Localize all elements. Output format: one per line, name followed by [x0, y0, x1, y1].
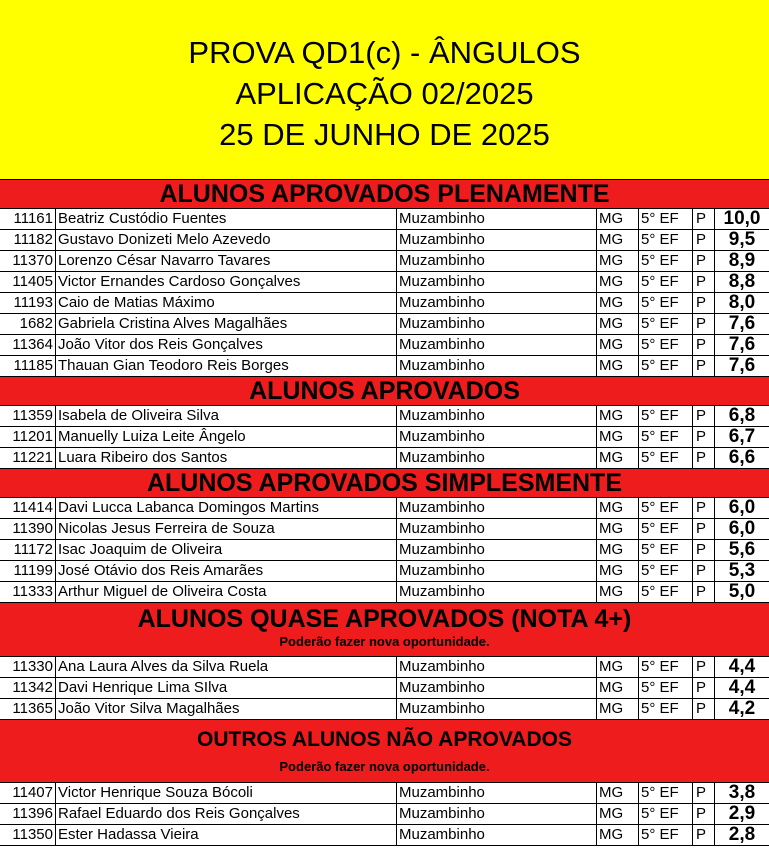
student-id: 11405 [0, 272, 56, 292]
student-id: 11201 [0, 427, 56, 447]
student-grade: 5° EF [639, 783, 693, 803]
table-row [0, 251, 769, 272]
student-status: P [693, 783, 715, 803]
student-id: 11193 [0, 293, 56, 313]
student-score: 4,2 [728, 699, 756, 719]
table-row [0, 678, 769, 699]
student-score: 7,6 [728, 356, 756, 376]
student-grade: 5° EF [639, 540, 693, 560]
student-id: 11390 [0, 519, 56, 539]
student-id: 11342 [0, 678, 56, 698]
student-city: Muzambinho [397, 804, 597, 824]
student-state: MG [597, 699, 639, 719]
student-id: 11161 [0, 209, 56, 229]
table-row [0, 519, 769, 540]
student-id: 11182 [0, 230, 56, 250]
student-id: 11350 [0, 825, 56, 845]
section-header [0, 603, 769, 657]
student-grade: 5° EF [639, 582, 693, 602]
student-state: MG [597, 427, 639, 447]
student-score: 9,5 [728, 230, 756, 250]
student-score: 5,6 [728, 540, 756, 560]
student-grade: 5° EF [639, 335, 693, 355]
student-state: MG [597, 230, 639, 250]
title-line-1: PROVA QD1(c) - ÂNGULOS [188, 35, 581, 70]
student-name: Rafael Eduardo dos Reis Gonçalves [56, 804, 397, 824]
student-grade: 5° EF [639, 209, 693, 229]
table-row [0, 356, 769, 377]
student-status: P [693, 448, 715, 468]
student-city: Muzambinho [397, 427, 597, 447]
student-status: P [693, 582, 715, 602]
student-city: Muzambinho [397, 783, 597, 803]
table-row [0, 657, 769, 678]
student-state: MG [597, 448, 639, 468]
student-score: 4,4 [728, 657, 756, 677]
student-name: Thauan Gian Teodoro Reis Borges [56, 356, 397, 376]
table-row [0, 406, 769, 427]
student-id: 11407 [0, 783, 56, 803]
section-title: ALUNOS APROVADOS SIMPLESMENTE [146, 469, 623, 497]
section-header [0, 377, 769, 406]
title-banner [0, 0, 769, 180]
student-city: Muzambinho [397, 314, 597, 334]
student-id: 11396 [0, 804, 56, 824]
student-state: MG [597, 335, 639, 355]
section-title: ALUNOS QUASE APROVADOS (NOTA 4+) [137, 605, 632, 633]
table-row [0, 498, 769, 519]
student-id: 11172 [0, 540, 56, 560]
student-grade: 5° EF [639, 272, 693, 292]
table-row [0, 335, 769, 356]
student-state: MG [597, 251, 639, 271]
student-state: MG [597, 582, 639, 602]
table-row [0, 209, 769, 230]
student-status: P [693, 314, 715, 334]
section-title: OUTROS ALUNOS NÃO APROVADOS [197, 728, 572, 751]
student-state: MG [597, 293, 639, 313]
student-grade: 5° EF [639, 251, 693, 271]
title-line-3: 25 DE JUNHO DE 2025 [219, 117, 550, 152]
student-score: 8,9 [728, 251, 756, 271]
student-grade: 5° EF [639, 657, 693, 677]
table-row [0, 540, 769, 561]
student-status: P [693, 699, 715, 719]
student-status: P [693, 230, 715, 250]
student-grade: 5° EF [639, 314, 693, 334]
student-name: Davi Lucca Labanca Domingos Martins [56, 498, 397, 518]
student-status: P [693, 335, 715, 355]
student-name: Beatriz Custódio Fuentes [56, 209, 397, 229]
student-name: Caio de Matias Máximo [56, 293, 397, 313]
student-id: 11330 [0, 657, 56, 677]
student-city: Muzambinho [397, 540, 597, 560]
student-city: Muzambinho [397, 519, 597, 539]
student-status: P [693, 804, 715, 824]
student-grade: 5° EF [639, 825, 693, 845]
student-id: 11370 [0, 251, 56, 271]
student-score: 8,8 [728, 272, 756, 292]
student-status: P [693, 272, 715, 292]
student-id: 11359 [0, 406, 56, 426]
results-table [0, 180, 769, 846]
student-state: MG [597, 783, 639, 803]
student-state: MG [597, 825, 639, 845]
student-grade: 5° EF [639, 498, 693, 518]
student-grade: 5° EF [639, 519, 693, 539]
student-grade: 5° EF [639, 448, 693, 468]
student-state: MG [597, 209, 639, 229]
student-score: 10,0 [723, 209, 761, 229]
student-state: MG [597, 678, 639, 698]
student-status: P [693, 825, 715, 845]
student-score: 7,6 [728, 314, 756, 334]
student-city: Muzambinho [397, 406, 597, 426]
student-city: Muzambinho [397, 699, 597, 719]
student-state: MG [597, 519, 639, 539]
table-row [0, 783, 769, 804]
section-title: ALUNOS APROVADOS [249, 377, 520, 405]
student-status: P [693, 427, 715, 447]
student-score: 7,6 [728, 335, 756, 355]
table-row [0, 314, 769, 335]
student-id: 11199 [0, 561, 56, 581]
student-grade: 5° EF [639, 804, 693, 824]
student-score: 6,0 [728, 498, 756, 518]
student-score: 5,3 [728, 561, 756, 581]
student-city: Muzambinho [397, 825, 597, 845]
student-grade: 5° EF [639, 427, 693, 447]
student-id: 11333 [0, 582, 56, 602]
student-grade: 5° EF [639, 356, 693, 376]
student-city: Muzambinho [397, 582, 597, 602]
table-row [0, 699, 769, 720]
student-state: MG [597, 540, 639, 560]
student-name: João Vitor Silva Magalhães [56, 699, 397, 719]
student-name: Davi Henrique Lima SIlva [56, 678, 397, 698]
student-score: 2,9 [728, 804, 756, 824]
student-score: 5,0 [728, 582, 756, 602]
student-status: P [693, 519, 715, 539]
table-row [0, 293, 769, 314]
student-score: 6,0 [728, 519, 756, 539]
student-status: P [693, 293, 715, 313]
student-status: P [693, 678, 715, 698]
student-name: Gustavo Donizeti Melo Azevedo [56, 230, 397, 250]
student-id: 11414 [0, 498, 56, 518]
student-grade: 5° EF [639, 561, 693, 581]
student-city: Muzambinho [397, 678, 597, 698]
student-city: Muzambinho [397, 561, 597, 581]
table-row [0, 272, 769, 293]
student-score: 6,8 [728, 406, 756, 426]
student-status: P [693, 498, 715, 518]
student-city: Muzambinho [397, 448, 597, 468]
student-name: João Vitor dos Reis Gonçalves [56, 335, 397, 355]
student-state: MG [597, 657, 639, 677]
table-row [0, 582, 769, 603]
section-title: ALUNOS APROVADOS PLENAMENTE [159, 180, 610, 208]
student-grade: 5° EF [639, 406, 693, 426]
student-grade: 5° EF [639, 230, 693, 250]
student-name: Isac Joaquim de Oliveira [56, 540, 397, 560]
section-note: Poderão fazer nova oportunidade. [279, 759, 490, 774]
student-state: MG [597, 498, 639, 518]
student-name: Victor Ernandes Cardoso Gonçalves [56, 272, 397, 292]
student-score: 3,8 [728, 783, 756, 803]
student-name: Manuelly Luiza Leite Ângelo [56, 427, 397, 447]
student-city: Muzambinho [397, 293, 597, 313]
student-status: P [693, 540, 715, 560]
student-name: Gabriela Cristina Alves Magalhães [56, 314, 397, 334]
student-id: 11185 [0, 356, 56, 376]
student-status: P [693, 251, 715, 271]
student-name: Luara Ribeiro dos Santos [56, 448, 397, 468]
student-name: Isabela de Oliveira Silva [56, 406, 397, 426]
student-status: P [693, 406, 715, 426]
student-state: MG [597, 406, 639, 426]
student-name: Lorenzo César Navarro Tavares [56, 251, 397, 271]
student-city: Muzambinho [397, 209, 597, 229]
student-status: P [693, 209, 715, 229]
student-grade: 5° EF [639, 678, 693, 698]
student-state: MG [597, 561, 639, 581]
student-name: Victor Henrique Souza Bócoli [56, 783, 397, 803]
table-row [0, 561, 769, 582]
student-state: MG [597, 272, 639, 292]
student-score: 2,8 [728, 825, 756, 845]
student-status: P [693, 561, 715, 581]
table-row [0, 448, 769, 469]
table-row [0, 427, 769, 448]
student-status: P [693, 657, 715, 677]
title-line-2: APLICAÇÃO 02/2025 [235, 76, 534, 111]
student-id: 11221 [0, 448, 56, 468]
student-id: 11365 [0, 699, 56, 719]
table-row [0, 804, 769, 825]
student-city: Muzambinho [397, 335, 597, 355]
section-note: Poderão fazer nova oportunidade. [279, 634, 490, 649]
student-score: 8,0 [728, 293, 756, 313]
section-header [0, 180, 769, 209]
student-score: 4,4 [728, 678, 756, 698]
student-status: P [693, 356, 715, 376]
student-city: Muzambinho [397, 657, 597, 677]
section-header [0, 720, 769, 783]
student-city: Muzambinho [397, 251, 597, 271]
student-name: Ester Hadassa Vieira [56, 825, 397, 845]
student-grade: 5° EF [639, 293, 693, 313]
student-city: Muzambinho [397, 356, 597, 376]
student-name: Nicolas Jesus Ferreira de Souza [56, 519, 397, 539]
student-city: Muzambinho [397, 230, 597, 250]
student-state: MG [597, 804, 639, 824]
student-state: MG [597, 314, 639, 334]
student-score: 6,7 [728, 427, 756, 447]
table-row [0, 230, 769, 251]
table-row [0, 825, 769, 846]
student-name: Ana Laura Alves da Silva Ruela [56, 657, 397, 677]
student-city: Muzambinho [397, 498, 597, 518]
student-id: 11364 [0, 335, 56, 355]
section-header [0, 469, 769, 498]
student-city: Muzambinho [397, 272, 597, 292]
student-name: Arthur Miguel de Oliveira Costa [56, 582, 397, 602]
student-grade: 5° EF [639, 699, 693, 719]
student-name: José Otávio dos Reis Amarães [56, 561, 397, 581]
student-state: MG [597, 356, 639, 376]
student-id: 1682 [0, 314, 56, 334]
student-score: 6,6 [728, 448, 756, 468]
